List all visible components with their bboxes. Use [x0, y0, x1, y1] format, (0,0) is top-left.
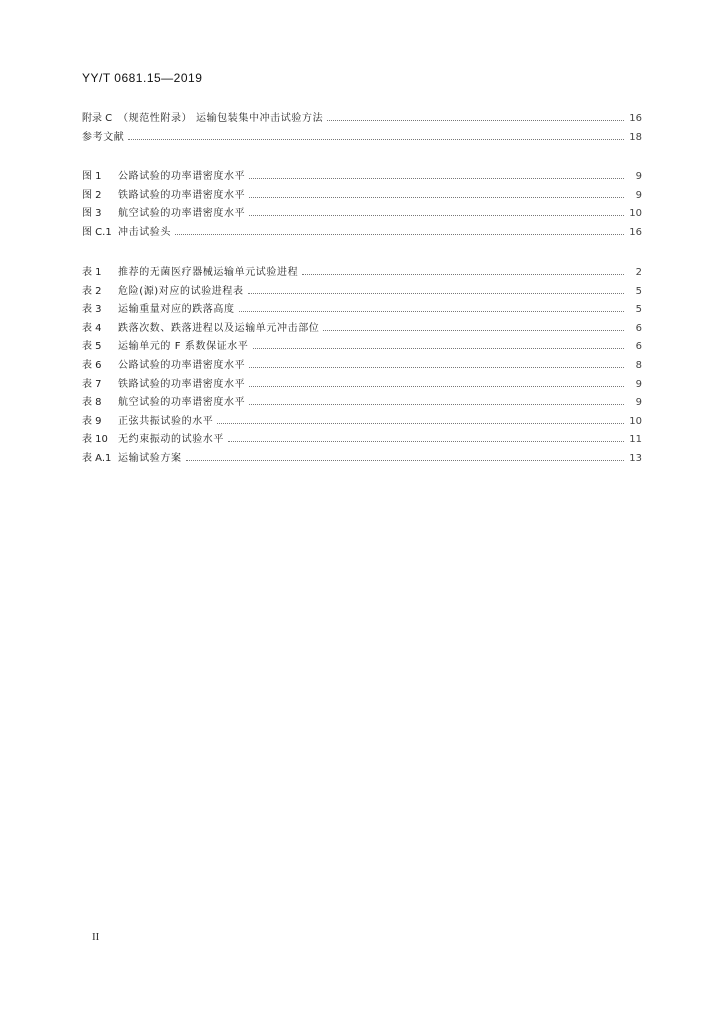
toc-entry-label: [82, 431, 224, 450]
toc-entry-number: 表 5: [82, 341, 102, 353]
toc-entry-title: 航空试验的功率谱密度水平: [118, 208, 246, 220]
dot-leader: [128, 128, 624, 140]
toc-entry-title: 危险(源)对应的试验进程表: [118, 285, 244, 297]
toc-entry-number: 表 3: [82, 304, 102, 316]
toc-entry-label: [82, 168, 245, 187]
dot-leader: [186, 449, 624, 461]
dot-leader: [249, 393, 624, 405]
toc-entry-title: 参考文献: [82, 131, 125, 143]
dot-leader: [228, 430, 624, 442]
toc-entry-page: 5: [635, 304, 642, 316]
toc-entry-title: 铁路试验的功率谱密度水平: [118, 378, 246, 390]
toc-entry[interactable]: [82, 430, 642, 449]
toc-entry-title: 正弦共振试验的水平: [118, 415, 214, 427]
toc-entry-label: [82, 110, 323, 129]
toc-entry-page: 16: [629, 113, 642, 124]
toc-entry-page: 2: [635, 267, 642, 278]
toc-entry-label: [82, 413, 213, 432]
toc-entry[interactable]: [82, 449, 642, 468]
toc-entry-page: 5: [635, 285, 642, 297]
toc-entry-label: [82, 224, 171, 243]
toc-entry-page: 9: [635, 397, 642, 409]
toc-entry-number: 图 1: [82, 171, 102, 182]
toc-entry-title: 推荐的无菌医疗器械运输单元试验进程: [118, 267, 299, 278]
toc-figure-list: [82, 167, 642, 241]
toc-entry[interactable]: [82, 356, 642, 375]
toc-appendix-list: [82, 109, 642, 146]
toc-entry-number: 表 9: [82, 415, 102, 427]
toc-entry-page: 9: [635, 189, 642, 201]
dot-leader: [249, 186, 624, 198]
toc-entry[interactable]: [82, 412, 642, 431]
toc-entry-title: 冲击试验头: [118, 226, 171, 238]
toc-entry[interactable]: [82, 128, 642, 147]
toc-entry-page: 9: [635, 171, 642, 182]
toc-entry-number: 表 10: [82, 434, 108, 446]
dot-leader: [239, 300, 624, 312]
toc-entry-label: [82, 320, 319, 339]
toc-entry[interactable]: [82, 375, 642, 394]
toc-entry-number: 图 3: [82, 208, 102, 220]
toc-entry-title: 跌落次数、跌落进程以及运输单元冲击部位: [118, 322, 320, 334]
toc-entry-label: [82, 376, 245, 395]
toc-entry-label: [82, 283, 244, 302]
toc-entry[interactable]: [82, 337, 642, 356]
toc-table-list: [82, 263, 642, 468]
toc-entry-label: [82, 129, 124, 148]
toc-entry-page: 6: [635, 322, 642, 334]
dot-leader: [175, 223, 624, 235]
toc-entry[interactable]: [82, 282, 642, 301]
toc-entry-label: [82, 301, 235, 320]
toc-entry-label: [82, 357, 245, 376]
toc-entry-title: 无约束振动的试验水平: [118, 434, 224, 446]
toc-entry[interactable]: [82, 186, 642, 205]
toc-entry-number: 表 8: [82, 397, 102, 409]
toc-entry-page: 18: [629, 131, 642, 143]
toc-entry-number: 图 2: [82, 189, 102, 201]
toc-entry-number: 表 2: [82, 285, 102, 297]
document-code: YY/T 0681.15—2019: [82, 71, 203, 85]
toc-entry-title: 铁路试验的功率谱密度水平: [118, 189, 246, 201]
toc-entry-title: （规范性附录） 运输包装集中冲击试验方法: [118, 113, 324, 124]
toc-entry-label: [82, 264, 298, 283]
toc-entry-page: 16: [629, 226, 642, 238]
toc-entry-page: 13: [629, 452, 642, 464]
dot-leader: [217, 412, 624, 424]
toc-entry[interactable]: [82, 204, 642, 223]
toc-entry-title: 公路试验的功率谱密度水平: [118, 359, 246, 371]
toc-entry-label: [82, 205, 245, 224]
dot-leader: [327, 109, 624, 121]
toc-entry[interactable]: [82, 319, 642, 338]
toc-entry[interactable]: [82, 167, 642, 186]
toc-entry[interactable]: [82, 300, 642, 319]
toc-entry-number: 表 1: [82, 267, 102, 278]
dot-leader: [253, 337, 624, 349]
toc-entry-number: 表 6: [82, 359, 102, 371]
dot-leader: [249, 356, 624, 368]
toc-entry-label: [82, 394, 245, 413]
toc-entry-number: 表 A.1: [82, 452, 112, 464]
toc-entry-number: 表 4: [82, 322, 102, 334]
toc-entry-label: [82, 187, 245, 206]
toc-entry[interactable]: [82, 263, 642, 282]
toc-entry-number: 图 C.1: [82, 226, 112, 238]
toc-entry-page: 9: [635, 378, 642, 390]
toc-entry-title: 运输试验方案: [118, 452, 182, 464]
toc-entry-label: [82, 338, 249, 357]
toc-entry-label: [82, 450, 182, 469]
dot-leader: [249, 204, 624, 216]
toc-entry-title: 航空试验的功率谱密度水平: [118, 397, 246, 409]
toc-entry-page: 10: [629, 208, 642, 220]
dot-leader: [302, 263, 624, 275]
toc-entry-title: 公路试验的功率谱密度水平: [118, 171, 246, 182]
toc-entry-number: 附录 C: [82, 113, 113, 124]
toc-entry-page: 10: [629, 415, 642, 427]
toc-entry[interactable]: [82, 393, 642, 412]
toc-entry[interactable]: [82, 109, 642, 128]
toc-entry-page: 8: [635, 359, 642, 371]
toc-entry-page: 6: [635, 341, 642, 353]
toc-entry[interactable]: [82, 223, 642, 242]
dot-leader: [248, 282, 624, 294]
dot-leader: [249, 375, 624, 387]
page-folio: II: [92, 931, 100, 943]
dot-leader: [323, 319, 624, 331]
toc-entry-number: 表 7: [82, 378, 102, 390]
toc-entry-title: 运输单元的 F 系数保证水平: [118, 341, 249, 353]
dot-leader: [249, 167, 624, 179]
toc-entry-page: 11: [629, 434, 642, 446]
toc-entry-title: 运输重量对应的跌落高度: [118, 304, 235, 316]
